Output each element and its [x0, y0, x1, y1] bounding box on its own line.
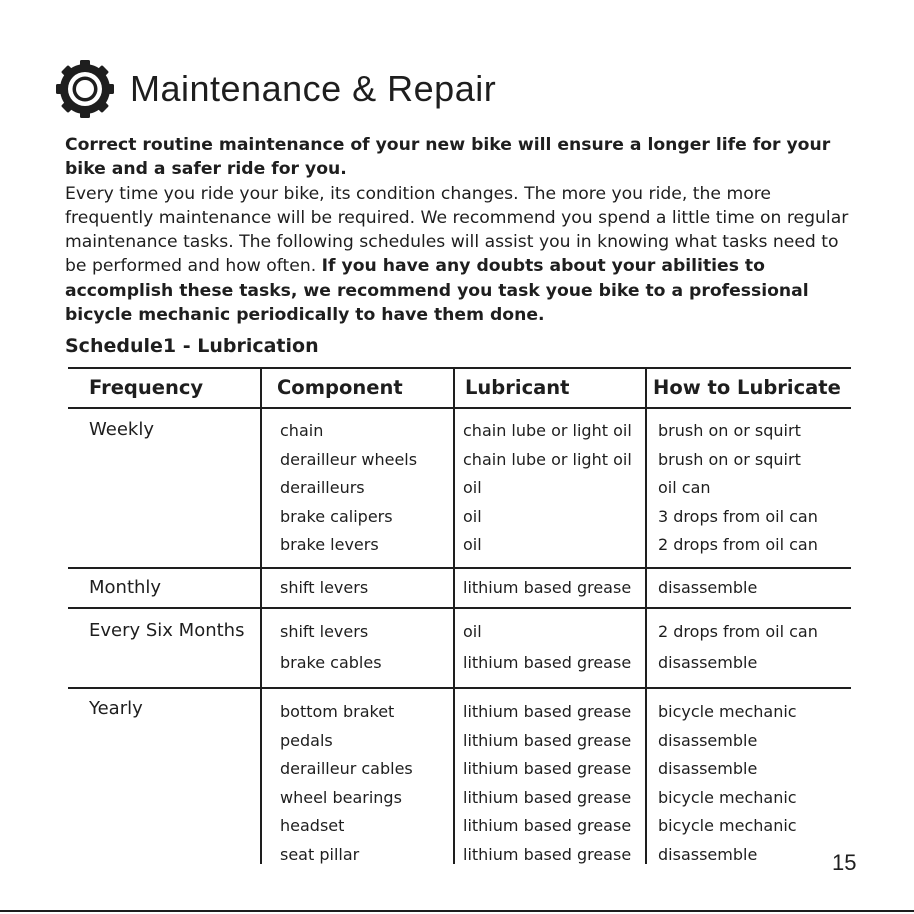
cell-method: disassemble: [658, 652, 758, 672]
header-component: Component: [277, 376, 403, 399]
cell-component: pedals: [280, 730, 333, 750]
lubrication-table: [68, 367, 851, 864]
cell-lubricant: lithium based grease: [463, 652, 632, 672]
table-rule: [68, 687, 851, 689]
cell-lubricant: lithium based grease: [463, 730, 632, 750]
schedule-title: Schedule1 - Lubrication: [65, 335, 319, 357]
table-rule: [68, 407, 851, 409]
table-rule: [68, 367, 851, 369]
cell-component: derailleur wheels: [280, 449, 418, 469]
header-frequency: Frequency: [89, 376, 204, 399]
cell-component: derailleur cables: [280, 759, 413, 779]
cell-method: 3 drops from oil can: [658, 506, 818, 526]
gear-icon: [52, 56, 118, 122]
column-divider: [453, 367, 455, 864]
cell-method: brush on or squirt: [658, 421, 801, 440]
header-lubricant: Lubricant: [465, 376, 570, 399]
table-rule: [68, 607, 851, 609]
cell-method: bicycle mechanic: [658, 787, 797, 807]
cell-component: brake calipers: [280, 506, 393, 526]
column-divider: [645, 367, 647, 864]
frequency-label: Weekly: [89, 419, 154, 440]
bottom-rule: [0, 910, 914, 912]
cell-component: headset: [280, 816, 345, 836]
page-header: [52, 56, 496, 122]
cell-lubricant: oil: [463, 622, 482, 641]
cell-component: brake levers: [280, 535, 379, 555]
cell-method: disassemble: [658, 759, 758, 779]
cell-lubricant: lithium based grease: [463, 759, 632, 779]
cell-method: brush on or squirt: [658, 449, 801, 469]
cell-method: disassemble: [658, 578, 758, 597]
cell-method: 2 drops from oil can: [658, 622, 818, 641]
table-rule: [68, 567, 851, 569]
intro-body: Every time you ride your bike, its condition changes. The more you ride, the more frequently maintenance will be required. We recommend you spend a little time on regular maintenance tasks. The following schedules will assist you in knowing what tasks need to be performed and how often.: [65, 183, 849, 277]
cell-lubricant: lithium based grease: [463, 787, 632, 807]
cell-lubricant: oil: [463, 478, 482, 498]
intro-lead: Correct routine maintenance of your new bike will ensure a longer life for your bike and a safer ride for you.: [65, 135, 831, 180]
frequency-label: Monthly: [89, 577, 162, 598]
header-how-to-lubricate: How to Lubricate: [653, 376, 841, 399]
page-number: 15: [832, 850, 857, 875]
cell-component: shift levers: [280, 578, 369, 597]
cell-lubricant: lithium based grease: [463, 816, 632, 836]
cell-method: 2 drops from oil can: [658, 535, 818, 555]
cell-lubricant: lithium based grease: [463, 578, 632, 597]
cell-component: bottom braket: [280, 702, 395, 721]
cell-lubricant: chain lube or light oil: [463, 449, 632, 469]
cell-component: chain: [280, 421, 324, 440]
cell-lubricant: oil: [463, 506, 482, 526]
cell-lubricant: lithium based grease: [463, 702, 632, 721]
intro-warning: If you have any doubts about your abilities to accomplish these tasks, we recommend you task youe bike to a professional bicycle mechanic periodically to have them done.: [65, 256, 809, 326]
cell-method: disassemble: [658, 730, 758, 750]
cell-component: brake cables: [280, 652, 382, 672]
cell-method: bicycle mechanic: [658, 816, 797, 836]
frequency-label: Yearly: [89, 698, 143, 719]
cell-lubricant: lithium based grease: [463, 845, 632, 864]
cell-component: derailleurs: [280, 478, 365, 498]
cell-method: disassemble: [658, 845, 758, 864]
cell-component: shift levers: [280, 622, 369, 641]
cell-lubricant: oil: [463, 535, 482, 555]
page-title: Maintenance & Repair: [130, 68, 497, 109]
cell-component: seat pillar: [280, 845, 360, 864]
column-divider: [260, 367, 262, 864]
cell-lubricant: chain lube or light oil: [463, 421, 632, 440]
intro-text: [65, 133, 855, 327]
cell-method: oil can: [658, 478, 711, 498]
cell-component: wheel bearings: [280, 787, 402, 807]
cell-method: bicycle mechanic: [658, 702, 797, 721]
frequency-label: Every Six Months: [89, 620, 245, 641]
